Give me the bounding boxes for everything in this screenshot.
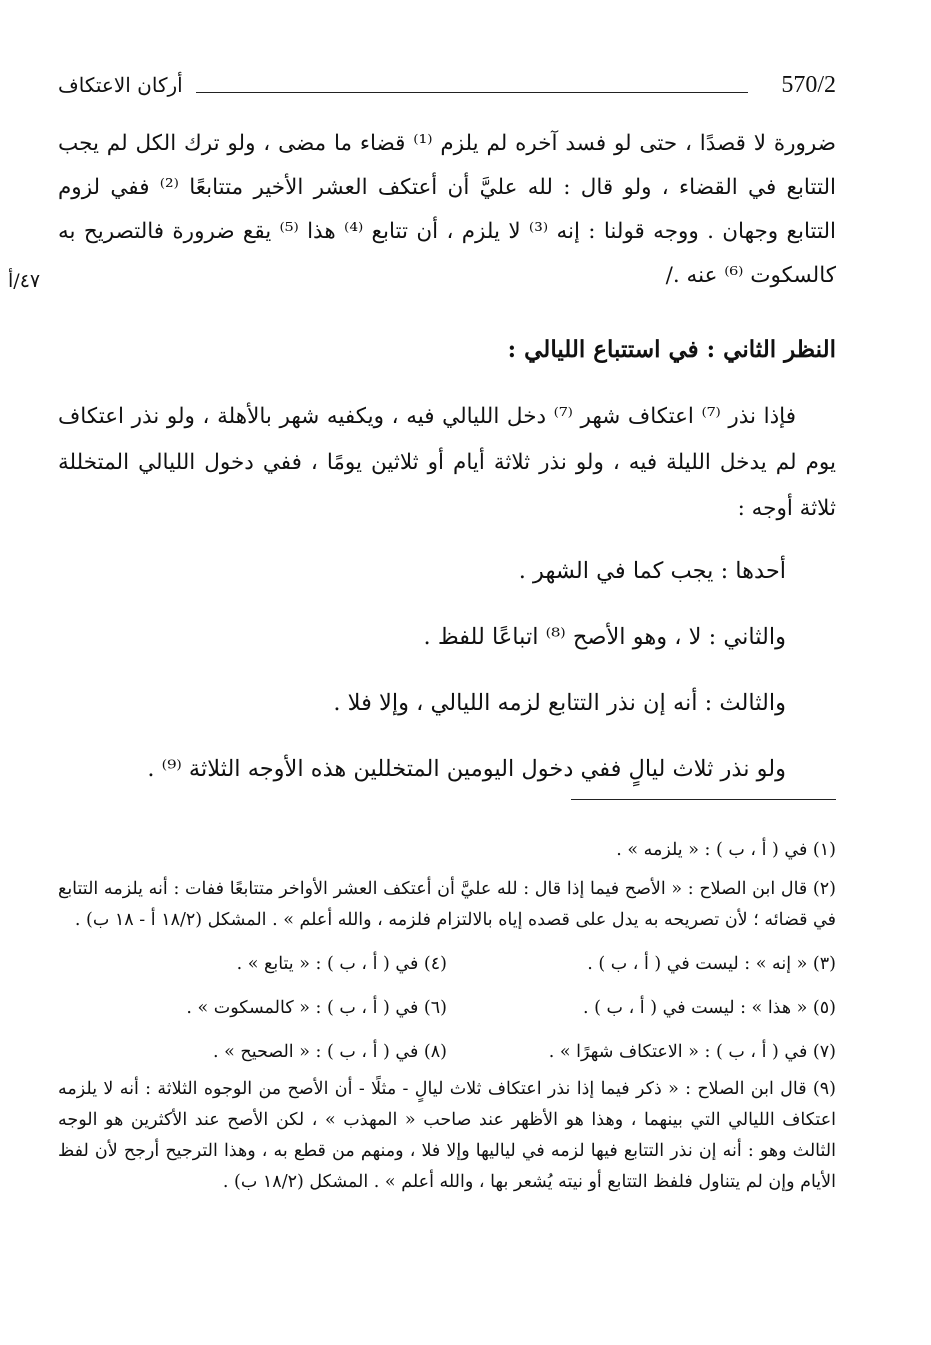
paragraph-nadhr bbox=[58, 394, 836, 532]
list-item: والثاني : لا ، وهو الأصح ⁽⁸⁾ اتباعًا للفظ . bbox=[423, 624, 786, 650]
footnotes bbox=[58, 833, 836, 1198]
list-item: والثالث : أنه إن نذر التتابع لزمه الليالي ، وإلا فلا . bbox=[333, 690, 786, 716]
main-paragraph-text: ضرورة لا قصدًا ، حتى لو فسد آخره لم يلزم ⁽¹⁾ قضاء ما مضى ، ولو ترك الكل لم يجب التتابع في القضاء ، ولو قال : لله عليَّ أن أعتكف العشر الأخير متتابعًا ⁽²⁾ ففي لزوم التتابع وجهان . ووجه قولنا : إنه ⁽³⁾ لا يلزم ، أن تتابع ⁽⁴⁾ هذا ⁽⁵⁾ يقع ضرورة فالتصريح به كالسكوت ⁽⁶⁾ عنه ./ bbox=[58, 131, 837, 288]
footnote-6: (٦) في ( أ ، ب ) : « كالمسكوت » . bbox=[186, 998, 447, 1018]
footnote-row bbox=[58, 1030, 836, 1074]
footnote-1: (١) في ( أ ، ب ) : « يلزمه » . bbox=[616, 840, 836, 860]
footnote-row bbox=[58, 986, 836, 1030]
footnote-separator bbox=[571, 799, 836, 800]
opinions-list bbox=[86, 548, 786, 812]
margin-folio-note: ٤٧/أ bbox=[8, 270, 41, 292]
footnote-5: (٥) « هذا » : ليست في ( أ ، ب ) . bbox=[583, 998, 836, 1018]
list-item: أحدها : يجب كما في الشهر . bbox=[518, 558, 786, 584]
footnote-9: (٩) قال ابن الصلاح : « ذكر فيما إذا نذر اعتكاف ثلاث ليالٍ - مثلًا - أن الأصح من الوجوه الثلاثة : أنه لا يلزمه اعتكاف الليالي التي بينهما ، وهذا هو الأظهر عند صاحب « المهذب » ، لكن الأصح عند الأكثرين هو الوجه الثالث وهو : أنه إن نذر التتابع فيها لزمه في لياليها وإلا فلا ، ومنهم من قطع به ، وهذا الترجيح أرجح لأن لفظ الأيام وإن لم يتناول فلفظ التتابع أو نيته يُشعر بها ، والله أعلم » . المشكل (١٨/٢ ب) . bbox=[58, 1079, 836, 1192]
footnote-row bbox=[58, 942, 836, 986]
page-header bbox=[58, 68, 836, 108]
list-item: ولو نذر ثلاث ليالٍ ففي دخول اليومين المتخللين هذه الأوجه الثلاثة ⁽⁹⁾ . bbox=[147, 756, 786, 782]
main-paragraph bbox=[58, 122, 836, 298]
footnote-4: (٤) في ( أ ، ب ) : « يتابع » . bbox=[236, 954, 447, 974]
footnote-2: (٢) قال ابن الصلاح : « الأصح فيما إذا قال : لله عليَّ أن أعتكف العشر الأواخر متتابعًا ففات : أنه يلزمه التتابع في قضائه ؛ لأن تصريحه به يدل على قصده إياه بالالتزام فلزمه ، والله أعلم » . المشكل (١٨/٢ أ - ١٨ ب) . bbox=[58, 879, 836, 930]
page-number: 570/2 bbox=[781, 72, 836, 98]
section-heading: النظر الثاني : في استتباع الليالي : bbox=[507, 336, 836, 363]
footnote-8: (٨) في ( أ ، ب ) : « الصحيح » . bbox=[213, 1042, 447, 1062]
header-rule bbox=[196, 92, 748, 93]
paragraph-nadhr-text: فإذا نذر ⁽⁷⁾ اعتكاف شهر ⁽⁷⁾ دخل الليالي فيه ، ويكفيه شهر بالأهلة ، ولو نذر اعتكاف يوم لم يدخل الليلة فيه ، ولو نذر ثلاثة أيام أو ثلاثين يومًا ، ففي دخول الليالي المتخللة ثلاثة أوجه : bbox=[58, 404, 836, 521]
footnote-7: (٧) في ( أ ، ب ) : « الاعتكاف شهرًا » . bbox=[548, 1042, 836, 1062]
running-title: أركان الاعتكاف bbox=[58, 73, 183, 97]
footnote-3: (٣) « إنه » : ليست في ( أ ، ب ) . bbox=[587, 954, 836, 974]
